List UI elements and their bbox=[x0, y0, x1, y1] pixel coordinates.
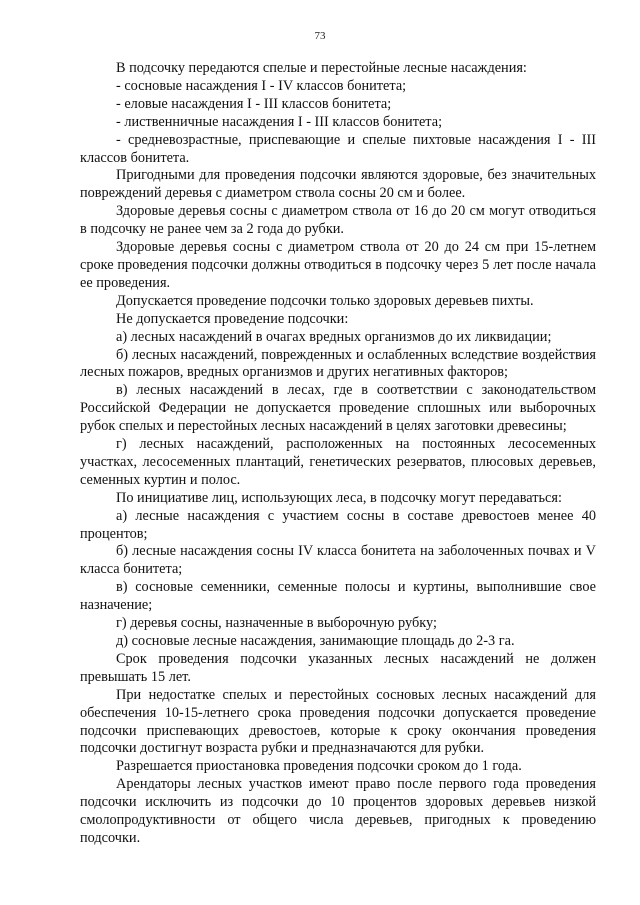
list-item-pine: - сосновые насаждения I - IV классов бонитета; bbox=[116, 77, 407, 94]
paragraph-tenants-right: Арендаторы лесных участков имеют право после первого года проведения подсочки исключить из подсочки до 10 процентов здоровых деревьев низкой смолопродуктивности от общего числа деревьев, пригодных к проведению подсочки. bbox=[80, 776, 596, 846]
list-item-a-pest-foci: а) лесных насаждений в очагах вредных организмов до их ликвидации; bbox=[116, 328, 552, 345]
paragraph-diameter-20-24: Здоровые деревья сосны с диаметром ствола от 20 до 24 см при 15-летнем сроке проведения подсочки должны отводиться в подсочку через 5 лет после начала ее проведения. bbox=[80, 239, 596, 291]
paragraph-suspension: Разрешается приостановка проведения подсочки сроком до 1 года. bbox=[116, 758, 522, 775]
list-item-g-selective-felling: г) деревья сосны, назначенные в выборочную рубку; bbox=[116, 615, 437, 632]
list-item-v-restricted-forests: в) лесных насаждений в лесах, где в соответствии с законодательством Российской Федерации не допускается проведение сплошных или выборочных рубок спелых и перестойных лесных насаждений в целях заготовки древесины; bbox=[80, 382, 596, 435]
paragraph-shortage: При недостатке спелых и перестойных сосновых лесных насаждений для обеспечения 10-15-летнего срока проведения подсочки допускается проведение подсочки приспевающих древостоев, которые к сроку окончания проведения подсочки достигнут возраста рубки и предназначаются для рубки. bbox=[80, 686, 596, 757]
paragraph-intro: В подсочку передаются спелые и перестойные лесные насаждения: bbox=[116, 60, 527, 76]
paragraph-fir-allowed: Допускается проведение подсочки только здоровых деревьев пихты. bbox=[116, 292, 534, 309]
list-item-v-seed-trees: в) сосновые семенники, семенные полосы и куртины, выполнившие свое назначение; bbox=[80, 579, 596, 614]
list-item-b-bog-pine: б) лесные насаждения сосны IV класса бонитета на заболоченных почвах и V класса бонитета; bbox=[80, 543, 596, 578]
paragraph-not-allowed-heading: Не допускается проведение подсочки: bbox=[116, 310, 349, 327]
list-item-a-pine-share: а) лесные насаждения с участием сосны в составе древостоев менее 40 процентов; bbox=[80, 507, 596, 542]
list-item-larch: - лиственничные насаждения I - III классов бонитета; bbox=[116, 113, 443, 130]
list-item-b-damaged: б) лесных насаждений, поврежденных и ослабленных вследствие воздействия лесных пожаров, вредных организмов и других негативных факторов; bbox=[80, 346, 596, 381]
list-item-g-seed-plots: г) лесных насаждений, расположенных на постоянных лесосеменных участках, лесосеменных плантаций, генетических резерватов, плюсовых деревьев, семенных куртин и полос. bbox=[80, 436, 596, 488]
list-item-spruce: - еловые насаждения I - III классов бонитета; bbox=[116, 95, 392, 112]
paragraph-initiative-heading: По инициативе лиц, использующих леса, в подсочку могут передаваться: bbox=[116, 489, 562, 506]
paragraph-suitable-trees: Пригодными для проведения подсочки являются здоровые, без значительных повреждений деревья с диаметром ствола сосны 20 см и более. bbox=[80, 167, 596, 202]
paragraph-term-limit: Срок проведения подсочки указанных лесных насаждений не должен превышать 15 лет. bbox=[80, 650, 596, 685]
paragraph-diameter-16-20: Здоровые деревья сосны с диаметром ствола от 16 до 20 см могут отводиться в подсочку не ранее чем за 2 года до рубки. bbox=[80, 203, 596, 238]
list-item-d-small-area: д) сосновые лесные насаждения, занимающие площадь до 2-3 га. bbox=[116, 633, 515, 649]
list-item-fir: - средневозрастные, приспевающие и спелые пихтовые насаждения I - III классов бонитета. bbox=[80, 131, 596, 166]
page-body bbox=[80, 60, 596, 848]
page-number: 73 bbox=[314, 30, 326, 42]
